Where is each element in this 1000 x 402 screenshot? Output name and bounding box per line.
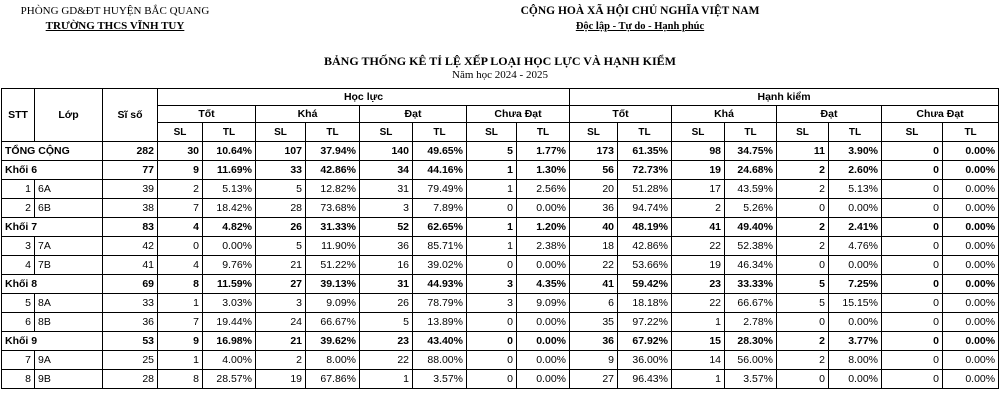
cell-rate: 42.86% — [618, 237, 672, 256]
cell-rate: 79.49% — [413, 180, 467, 199]
cell-count: 31 — [360, 180, 413, 199]
cell-count: 107 — [256, 142, 306, 161]
cell-count: 6 — [570, 294, 618, 313]
cell-rate: 7.89% — [413, 199, 467, 218]
document-header — [0, 0, 1000, 48]
cell-count: 56 — [570, 161, 618, 180]
cell-class-size: 69 — [103, 275, 158, 294]
cell-rate: 11.59% — [203, 275, 256, 294]
cell-count: 31 — [360, 275, 413, 294]
cell-rate: 0.00% — [829, 199, 882, 218]
col-sl: SL — [777, 123, 829, 142]
cell-count: 0 — [882, 313, 943, 332]
cell-count: 1 — [360, 370, 413, 389]
cell-rate: 0.00% — [943, 237, 999, 256]
col-tl: TL — [943, 123, 999, 142]
cell-count: 0 — [777, 256, 829, 275]
cell-count: 26 — [360, 294, 413, 313]
cell-rate: 16.98% — [203, 332, 256, 351]
cell-stt: 3 — [2, 237, 35, 256]
cell-count: 18 — [570, 237, 618, 256]
cell-count: 23 — [672, 275, 725, 294]
cell-rate: 73.68% — [306, 199, 360, 218]
cell-count: 1 — [672, 313, 725, 332]
col-conduct-cat: Khá — [672, 106, 777, 123]
col-tl: TL — [829, 123, 882, 142]
cell-rate: 9.09% — [306, 294, 360, 313]
cell-count: 0 — [882, 332, 943, 351]
cell-rate: 0.00% — [517, 351, 570, 370]
col-sl: SL — [467, 123, 517, 142]
cell-count: 2 — [777, 332, 829, 351]
group-row — [2, 142, 999, 161]
cell-count: 15 — [672, 332, 725, 351]
nation-name: CỘNG HOÀ XÃ HỘI CHỦ NGHĨA VIỆT NAM — [520, 5, 760, 17]
group-row — [2, 161, 999, 180]
cell-count: 34 — [360, 161, 413, 180]
cell-rate: 1.20% — [517, 218, 570, 237]
cell-rate: 34.75% — [725, 142, 777, 161]
cell-count: 0 — [882, 161, 943, 180]
col-class: Lớp — [35, 89, 103, 142]
cell-class-size: 39 — [103, 180, 158, 199]
col-conduct-cat: Tốt — [570, 106, 672, 123]
cell-rate: 5.13% — [203, 180, 256, 199]
cell-rate: 18.42% — [203, 199, 256, 218]
cell-count: 35 — [570, 313, 618, 332]
cell-count: 173 — [570, 142, 618, 161]
cell-count: 33 — [256, 161, 306, 180]
cell-rate: 59.42% — [618, 275, 672, 294]
cell-count: 22 — [360, 351, 413, 370]
cell-rate: 0.00% — [943, 294, 999, 313]
cell-count: 36 — [570, 332, 618, 351]
cell-count: 7 — [158, 313, 203, 332]
cell-count: 24 — [256, 313, 306, 332]
cell-rate: 2.56% — [517, 180, 570, 199]
cell-count: 1 — [158, 351, 203, 370]
cell-rate: 39.62% — [306, 332, 360, 351]
cell-rate: 96.43% — [618, 370, 672, 389]
cell-count: 19 — [672, 256, 725, 275]
cell-rate: 67.92% — [618, 332, 672, 351]
cell-count: 3 — [256, 294, 306, 313]
cell-rate: 0.00% — [943, 180, 999, 199]
col-sl: SL — [882, 123, 943, 142]
cell-count: 4 — [158, 256, 203, 275]
col-tl: TL — [203, 123, 256, 142]
cell-class-size: 33 — [103, 294, 158, 313]
cell-count: 0 — [467, 313, 517, 332]
cell-rate: 0.00% — [943, 142, 999, 161]
cell-count: 2 — [777, 218, 829, 237]
cell-count: 14 — [672, 351, 725, 370]
col-class-size: Sĩ số — [103, 89, 158, 142]
table-row — [2, 256, 999, 275]
cell-rate: 5.13% — [829, 180, 882, 199]
cell-rate: 61.35% — [618, 142, 672, 161]
nation-block — [460, 4, 820, 34]
group-label: Khối 6 — [2, 161, 103, 180]
cell-rate: 44.93% — [413, 275, 467, 294]
cell-count: 26 — [256, 218, 306, 237]
cell-rate: 52.38% — [725, 237, 777, 256]
group-row — [2, 332, 999, 351]
cell-count: 2 — [256, 351, 306, 370]
cell-count: 11 — [777, 142, 829, 161]
table-row — [2, 294, 999, 313]
cell-count: 0 — [467, 332, 517, 351]
cell-count: 7 — [158, 199, 203, 218]
cell-class-size: 83 — [103, 218, 158, 237]
cell-stt: 1 — [2, 180, 35, 199]
cell-count: 0 — [467, 370, 517, 389]
cell-rate: 2.60% — [829, 161, 882, 180]
cell-count: 1 — [467, 237, 517, 256]
cell-rate: 4.00% — [203, 351, 256, 370]
col-sl: SL — [256, 123, 306, 142]
table-row — [2, 237, 999, 256]
cell-rate: 3.77% — [829, 332, 882, 351]
cell-rate: 3.57% — [725, 370, 777, 389]
cell-rate: 12.82% — [306, 180, 360, 199]
cell-rate: 67.86% — [306, 370, 360, 389]
cell-rate: 48.19% — [618, 218, 672, 237]
cell-count: 140 — [360, 142, 413, 161]
cell-rate: 9.76% — [203, 256, 256, 275]
cell-count: 2 — [777, 237, 829, 256]
cell-count: 19 — [672, 161, 725, 180]
cell-rate: 66.67% — [725, 294, 777, 313]
cell-count: 1 — [158, 294, 203, 313]
cell-count: 28 — [256, 199, 306, 218]
cell-class-size: 77 — [103, 161, 158, 180]
cell-rate: 10.64% — [203, 142, 256, 161]
cell-rate: 8.00% — [829, 351, 882, 370]
cell-rate: 78.79% — [413, 294, 467, 313]
cell-rate: 88.00% — [413, 351, 467, 370]
group-label: Khối 7 — [2, 218, 103, 237]
col-tl: TL — [517, 123, 570, 142]
cell-count: 0 — [882, 294, 943, 313]
cell-rate: 2.78% — [725, 313, 777, 332]
cell-rate: 39.02% — [413, 256, 467, 275]
cell-class-size: 41 — [103, 256, 158, 275]
cell-count: 0 — [882, 351, 943, 370]
col-tl: TL — [618, 123, 672, 142]
school-year: Năm học 2024 - 2025 — [452, 69, 548, 81]
group-label: Khối 9 — [2, 332, 103, 351]
col-academic-cat: Đạt — [360, 106, 467, 123]
cell-count: 5 — [256, 180, 306, 199]
cell-rate: 37.94% — [306, 142, 360, 161]
cell-rate: 39.13% — [306, 275, 360, 294]
col-conduct-cat: Đạt — [777, 106, 882, 123]
cell-count: 5 — [360, 313, 413, 332]
cell-count: 3 — [467, 275, 517, 294]
cell-rate: 11.69% — [203, 161, 256, 180]
cell-count: 23 — [360, 332, 413, 351]
table-row — [2, 370, 999, 389]
cell-count: 0 — [882, 370, 943, 389]
cell-rate: 28.30% — [725, 332, 777, 351]
cell-rate: 1.77% — [517, 142, 570, 161]
cell-rate: 94.74% — [618, 199, 672, 218]
cell-count: 27 — [256, 275, 306, 294]
cell-rate: 8.00% — [306, 351, 360, 370]
cell-rate: 31.33% — [306, 218, 360, 237]
cell-stt: 4 — [2, 256, 35, 275]
cell-count: 98 — [672, 142, 725, 161]
cell-count: 40 — [570, 218, 618, 237]
cell-rate: 72.73% — [618, 161, 672, 180]
cell-class: 8A — [35, 294, 103, 313]
cell-rate: 0.00% — [943, 351, 999, 370]
cell-rate: 15.15% — [829, 294, 882, 313]
cell-class-size: 36 — [103, 313, 158, 332]
cell-class: 7B — [35, 256, 103, 275]
cell-rate: 62.65% — [413, 218, 467, 237]
cell-rate: 0.00% — [517, 332, 570, 351]
col-sl: SL — [158, 123, 203, 142]
cell-count: 9 — [570, 351, 618, 370]
cell-count: 20 — [570, 180, 618, 199]
cell-rate: 3.57% — [413, 370, 467, 389]
cell-rate: 18.18% — [618, 294, 672, 313]
cell-count: 0 — [777, 370, 829, 389]
cell-class: 7A — [35, 237, 103, 256]
cell-class-size: 38 — [103, 199, 158, 218]
cell-count: 22 — [672, 237, 725, 256]
cell-rate: 7.25% — [829, 275, 882, 294]
cell-rate: 0.00% — [943, 370, 999, 389]
cell-rate: 66.67% — [306, 313, 360, 332]
cell-count: 27 — [570, 370, 618, 389]
cell-rate: 0.00% — [943, 256, 999, 275]
cell-count: 0 — [467, 256, 517, 275]
col-stt: STT — [2, 89, 35, 142]
cell-count: 0 — [777, 313, 829, 332]
cell-rate: 3.03% — [203, 294, 256, 313]
table-row — [2, 199, 999, 218]
cell-count: 22 — [672, 294, 725, 313]
col-sl: SL — [672, 123, 725, 142]
report-title: BẢNG THỐNG KÊ TỈ LỆ XẾP LOẠI HỌC LỰC VÀ HẠNH KIỂM — [324, 54, 676, 68]
cell-rate: 44.16% — [413, 161, 467, 180]
cell-rate: 3.90% — [829, 142, 882, 161]
col-academic-cat: Khá — [256, 106, 360, 123]
cell-count: 41 — [672, 218, 725, 237]
cell-count: 3 — [467, 294, 517, 313]
cell-rate: 5.26% — [725, 199, 777, 218]
cell-rate: 4.76% — [829, 237, 882, 256]
cell-rate: 0.00% — [517, 199, 570, 218]
cell-count: 0 — [777, 199, 829, 218]
cell-count: 5 — [256, 237, 306, 256]
cell-rate: 2.38% — [517, 237, 570, 256]
table-row — [2, 313, 999, 332]
cell-count: 1 — [467, 218, 517, 237]
cell-rate: 51.22% — [306, 256, 360, 275]
cell-count: 19 — [256, 370, 306, 389]
cell-class-size: 28 — [103, 370, 158, 389]
cell-class-size: 282 — [103, 142, 158, 161]
cell-rate: 97.22% — [618, 313, 672, 332]
cell-rate: 51.28% — [618, 180, 672, 199]
group-row — [2, 218, 999, 237]
table-row — [2, 351, 999, 370]
cell-rate: 56.00% — [725, 351, 777, 370]
cell-rate: 0.00% — [829, 256, 882, 275]
cell-count: 3 — [360, 199, 413, 218]
group-label: Khối 8 — [2, 275, 103, 294]
department-name: PHÒNG GD&ĐT HUYỆN BẮC QUANG — [20, 5, 210, 17]
col-sl: SL — [360, 123, 413, 142]
col-tl: TL — [725, 123, 777, 142]
cell-rate: 28.57% — [203, 370, 256, 389]
cell-rate: 0.00% — [517, 370, 570, 389]
cell-rate: 85.71% — [413, 237, 467, 256]
col-group-academic: Học lực — [158, 89, 570, 106]
cell-count: 0 — [467, 199, 517, 218]
col-tl: TL — [306, 123, 360, 142]
cell-count: 22 — [570, 256, 618, 275]
cell-count: 5 — [777, 294, 829, 313]
cell-count: 2 — [777, 161, 829, 180]
cell-count: 0 — [882, 199, 943, 218]
cell-count: 2 — [777, 180, 829, 199]
cell-rate: 0.00% — [517, 313, 570, 332]
national-motto: Độc lập - Tự do - Hạnh phúc — [575, 21, 705, 32]
cell-rate: 24.68% — [725, 161, 777, 180]
cell-count: 8 — [158, 370, 203, 389]
cell-count: 9 — [158, 332, 203, 351]
cell-rate: 1.30% — [517, 161, 570, 180]
cell-count: 0 — [467, 351, 517, 370]
cell-rate: 0.00% — [517, 256, 570, 275]
cell-class: 8B — [35, 313, 103, 332]
col-group-conduct: Hạnh kiểm — [570, 89, 999, 106]
school-name: TRƯỜNG THCS VĨNH TUY — [45, 20, 185, 32]
cell-rate: 0.00% — [829, 370, 882, 389]
cell-rate: 0.00% — [203, 237, 256, 256]
col-conduct-cat: Chưa Đạt — [882, 106, 999, 123]
cell-rate: 11.90% — [306, 237, 360, 256]
cell-count: 52 — [360, 218, 413, 237]
cell-rate: 0.00% — [943, 332, 999, 351]
agency-block — [0, 4, 230, 34]
col-tl: TL — [413, 123, 467, 142]
cell-rate: 46.34% — [725, 256, 777, 275]
cell-rate: 49.40% — [725, 218, 777, 237]
cell-rate: 4.35% — [517, 275, 570, 294]
cell-rate: 13.89% — [413, 313, 467, 332]
cell-stt: 8 — [2, 370, 35, 389]
cell-rate: 0.00% — [943, 218, 999, 237]
cell-class: 6B — [35, 199, 103, 218]
cell-count: 17 — [672, 180, 725, 199]
cell-rate: 4.82% — [203, 218, 256, 237]
cell-count: 9 — [158, 161, 203, 180]
cell-rate: 53.66% — [618, 256, 672, 275]
cell-count: 21 — [256, 256, 306, 275]
cell-count: 4 — [158, 218, 203, 237]
cell-rate: 0.00% — [829, 313, 882, 332]
cell-class-size: 25 — [103, 351, 158, 370]
cell-count: 0 — [882, 275, 943, 294]
cell-count: 21 — [256, 332, 306, 351]
cell-count: 1 — [467, 161, 517, 180]
cell-count: 0 — [158, 237, 203, 256]
cell-class: 9B — [35, 370, 103, 389]
cell-count: 2 — [777, 351, 829, 370]
cell-rate: 49.65% — [413, 142, 467, 161]
table-row — [2, 180, 999, 199]
col-academic-cat: Chưa Đạt — [467, 106, 570, 123]
cell-count: 0 — [882, 237, 943, 256]
group-label: TỔNG CỘNG — [2, 142, 103, 161]
cell-rate: 42.86% — [306, 161, 360, 180]
cell-stt: 6 — [2, 313, 35, 332]
cell-class: 9A — [35, 351, 103, 370]
cell-rate: 19.44% — [203, 313, 256, 332]
cell-rate: 36.00% — [618, 351, 672, 370]
cell-rate: 0.00% — [943, 199, 999, 218]
cell-count: 8 — [158, 275, 203, 294]
cell-count: 2 — [158, 180, 203, 199]
cell-rate: 33.33% — [725, 275, 777, 294]
cell-rate: 9.09% — [517, 294, 570, 313]
cell-rate: 43.59% — [725, 180, 777, 199]
cell-stt: 7 — [2, 351, 35, 370]
cell-class-size: 53 — [103, 332, 158, 351]
cell-count: 5 — [467, 142, 517, 161]
group-row — [2, 275, 999, 294]
cell-count: 36 — [570, 199, 618, 218]
cell-count: 1 — [467, 180, 517, 199]
cell-count: 2 — [672, 199, 725, 218]
cell-rate: 0.00% — [943, 161, 999, 180]
table-body — [2, 142, 999, 389]
cell-count: 0 — [882, 180, 943, 199]
cell-class-size: 42 — [103, 237, 158, 256]
cell-count: 0 — [882, 142, 943, 161]
cell-rate: 2.41% — [829, 218, 882, 237]
cell-stt: 2 — [2, 199, 35, 218]
cell-count: 36 — [360, 237, 413, 256]
cell-stt: 5 — [2, 294, 35, 313]
cell-class: 6A — [35, 180, 103, 199]
cell-count: 5 — [777, 275, 829, 294]
col-sl: SL — [570, 123, 618, 142]
cell-rate: 0.00% — [943, 313, 999, 332]
statistics-table — [1, 88, 999, 389]
cell-count: 0 — [882, 218, 943, 237]
cell-count: 1 — [672, 370, 725, 389]
cell-rate: 43.40% — [413, 332, 467, 351]
cell-rate: 0.00% — [943, 275, 999, 294]
cell-count: 30 — [158, 142, 203, 161]
cell-count: 41 — [570, 275, 618, 294]
cell-count: 16 — [360, 256, 413, 275]
cell-count: 0 — [882, 256, 943, 275]
col-academic-cat: Tốt — [158, 106, 256, 123]
